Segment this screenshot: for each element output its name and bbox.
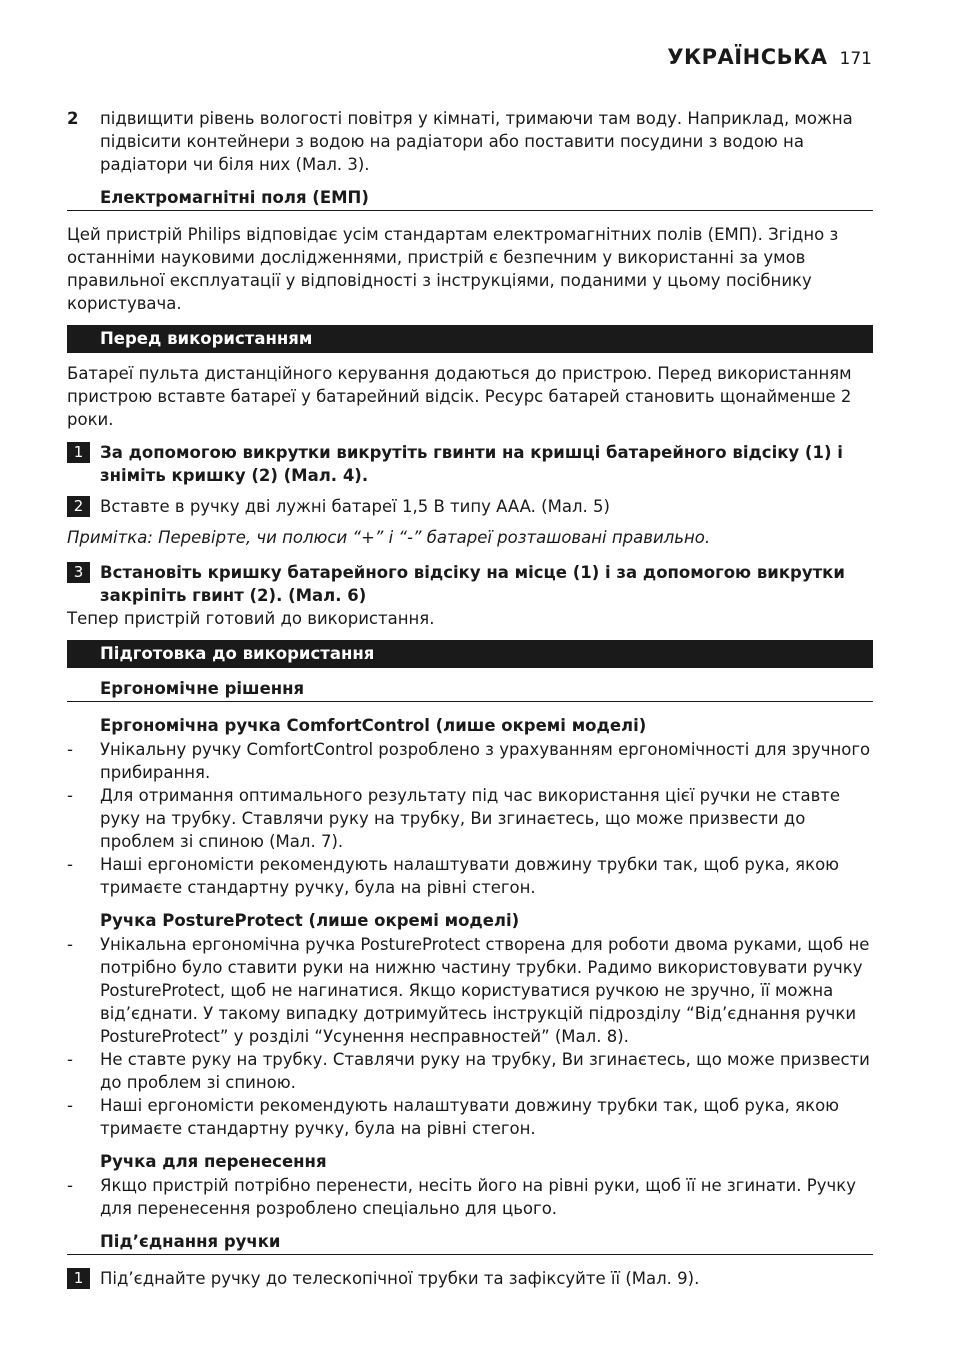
list-item-text: Унікальна ергономічна ручка PostureProtect створена для роботи двома руками, щоб не потрібно було ставити руки на нижню частину трубки. Радимо використовувати ручку PostureProtect, щоб не нагинатися. Якщо користуватися ручкою не зручно, її можна від’єднати. У такому випадку дотримуйтесь інструкцій підрозділу “Від’єднання ручки PostureProtect” у розділі “Усунення несправностей” (Мал. 8). xyxy=(100,935,870,1046)
ergonomic-heading: Ергономічне рішення xyxy=(67,677,873,702)
list-item-text: Наші ергономісти рекомендують налаштувати довжину трубки так, щоб рука, якою тримаєте стандартну ручку, була на рівні стегон. xyxy=(100,855,840,897)
bullet-dash: - xyxy=(67,1096,73,1115)
list-item-text: Наші ергономісти рекомендують налаштувати довжину трубки так, щоб рука, якою тримаєте стандартну ручку, була на рівні стегон. xyxy=(100,1096,840,1138)
comfortcontrol-list xyxy=(67,738,873,899)
battery-note: Примітка: Перевірте, чи полюси “+” і “-” батареї розташовані правильно. xyxy=(67,528,711,547)
list-item xyxy=(67,933,873,1048)
list-item xyxy=(67,853,873,899)
carry-handle-list xyxy=(67,1174,873,1220)
list-item-text: Якщо пристрій потрібно перенести, несіть його на рівні руки, щоб її не згинати. Ручку для перенесення розроблено спеціально для цього. xyxy=(100,1176,856,1218)
bullet-dash: - xyxy=(67,935,73,954)
list-item xyxy=(67,1094,873,1140)
attach-step-1 xyxy=(67,1267,873,1290)
battery-step-2 xyxy=(67,495,873,518)
bullet-dash: - xyxy=(67,855,73,874)
battery-step-3 xyxy=(67,561,873,607)
step-number-box: 1 xyxy=(67,1268,90,1289)
emf-heading: Електромагнітні поля (ЕМП) xyxy=(67,186,873,211)
list-item-text: Для отримання оптимального результату під час використання цієї ручки не ставте руку на трубку. Ставлячи руку на трубку, Ви згинаєтесь, що може призвести до проблем зі спиною (Мал. 7). xyxy=(100,786,841,851)
ready-text: Тепер пристрій готовий до використання. xyxy=(67,609,435,628)
before-use-heading: Перед використанням xyxy=(67,325,873,353)
list-item xyxy=(67,1174,873,1220)
step-text: Під’єднайте ручку до телескопічної трубки та зафіксуйте її (Мал. 9). xyxy=(100,1269,700,1288)
before-use-intro: Батареї пульта дистанційного керування додаються до пристрою. Перед використанням пристрою вставте батареї у батарейний відсік. Ресурс батарей становить щонайменше 2 роки. xyxy=(67,364,852,429)
preparing-heading: Підготовка до використання xyxy=(67,640,873,668)
bullet-dash: - xyxy=(67,1176,73,1195)
attach-handle-heading: Під’єднання ручки xyxy=(67,1230,873,1255)
emf-paragraph: Цей пристрій Philips відповідає усім стандартам електромагнітних полів (ЕМП). Згідно з останніми науковими дослідженнями, пристрій є безпечним у використанні за умов правильної експлуатації у відповідності з інструкціями, поданими у цьому посібнику користувача. xyxy=(67,225,839,313)
step-text: Вставте в ручку дві лужні батареї 1,5 В типу AAA. (Мал. 5) xyxy=(100,497,610,516)
list-item xyxy=(67,784,873,853)
step-text: підвищити рівень вологості повітря у кімнаті, тримаючи там воду. Наприклад, можна підвісити контейнери з водою на радіатори або поставити посудини з водою на радіатори чи біля них (Мал. 3). xyxy=(100,109,853,174)
page-number: 171 xyxy=(839,49,872,69)
list-item xyxy=(67,738,873,784)
bullet-dash: - xyxy=(67,1050,73,1069)
battery-step-1 xyxy=(67,441,873,487)
step-number-box: 1 xyxy=(67,442,90,463)
list-item xyxy=(67,1048,873,1094)
step-number-box: 3 xyxy=(67,562,90,583)
step-text: За допомогою викрутки викрутіть гвинти на кришці батарейного відсіку (1) і зніміть кришку (2) (Мал. 4). xyxy=(100,443,843,485)
step-number: 2 xyxy=(67,109,79,128)
carry-handle-heading: Ручка для перенесення xyxy=(100,1152,327,1171)
bullet-dash: - xyxy=(67,786,73,805)
step-number-box: 2 xyxy=(67,496,90,517)
list-item-text: Унікальну ручку ComfortControl розроблено з урахуванням ергономічності для зручного прибирання. xyxy=(100,740,871,782)
intro-step xyxy=(67,107,873,176)
page-content xyxy=(67,107,873,1298)
postureprotect-heading: Ручка PostureProtect (лише окремі моделі) xyxy=(100,911,520,930)
step-text: Встановіть кришку батарейного відсіку на місце (1) і за допомогою викрутки закріпіть гвинт (2). (Мал. 6) xyxy=(100,563,845,605)
bullet-dash: - xyxy=(67,740,73,759)
comfortcontrol-heading: Ергономічна ручка ComfortControl (лише окремі моделі) xyxy=(100,716,647,735)
list-item-text: Не ставте руку на трубку. Ставлячи руку на трубку, Ви згинаєтесь, що може призвести до проблем зі спиною. xyxy=(100,1050,870,1092)
language-label: УКРАЇНСЬКА xyxy=(667,45,828,69)
postureprotect-list xyxy=(67,933,873,1140)
page-header xyxy=(667,46,872,71)
